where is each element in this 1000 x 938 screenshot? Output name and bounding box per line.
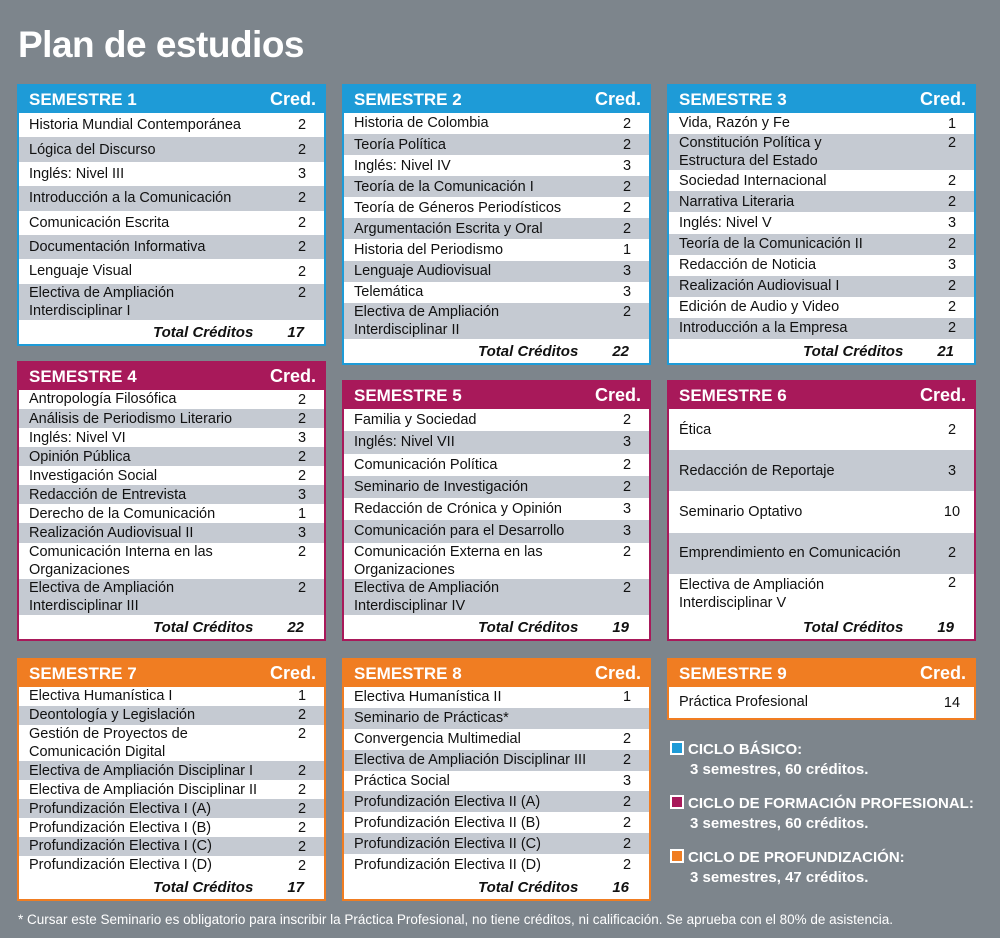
course-name: Realización Audiovisual I	[679, 278, 840, 295]
course-name: Práctica Social	[354, 772, 450, 789]
course-row	[669, 276, 974, 297]
course-name: Electiva Humanística I	[29, 688, 173, 705]
course-row	[19, 447, 324, 466]
course-row	[344, 579, 649, 615]
course-name: Profundización Electiva II (A)	[354, 793, 541, 810]
course-credits: 2	[947, 193, 957, 210]
cred-header: Cred.	[594, 89, 641, 109]
semester-name: SEMESTRE 2	[354, 89, 462, 109]
course-credits: 2	[622, 856, 632, 873]
course-credits: 3	[622, 501, 632, 518]
legend-detail: 3 semestres, 60 créditos.	[690, 761, 869, 778]
course-list	[669, 687, 974, 718]
course-row	[344, 498, 649, 520]
course-row	[669, 318, 974, 339]
course-name: Documentación Informativa	[29, 239, 206, 256]
course-row	[19, 235, 324, 259]
course-row	[19, 856, 324, 875]
course-credits: 3	[622, 523, 632, 540]
course-row	[19, 485, 324, 504]
course-credits: 3	[622, 434, 632, 451]
course-name: Argumentación Escrita y Oral	[354, 220, 543, 237]
total-value: 17	[287, 323, 304, 341]
course-credits: 2	[297, 800, 307, 817]
course-credits: 2	[297, 410, 307, 427]
course-name: Profundización Electiva I (A)	[29, 800, 212, 817]
course-credits: 2	[297, 117, 307, 134]
cred-header: Cred.	[919, 385, 966, 405]
course-name: Electiva de Ampliación Interdisciplinar III	[29, 579, 175, 614]
course-name: Sociedad Internacional	[679, 172, 827, 189]
course-name: Profundización Electiva I (D)	[29, 857, 212, 874]
course-name: Emprendimiento en Comunicación	[679, 545, 901, 562]
course-name: Redacción de Entrevista	[29, 486, 187, 503]
course-name: Electiva de Ampliación Disciplinar II	[29, 781, 258, 798]
total-label: Total Créditos	[803, 342, 904, 360]
semester-2-card	[342, 84, 651, 365]
course-row	[19, 725, 324, 761]
course-row	[344, 476, 649, 498]
course-name: Seminario Optativo	[679, 503, 803, 520]
course-credits: 2	[297, 190, 307, 207]
course-name: Práctica Profesional	[679, 694, 808, 711]
semester-name: SEMESTRE 8	[354, 663, 462, 683]
total-label: Total Créditos	[478, 878, 579, 896]
course-row	[344, 197, 649, 218]
semester-header	[344, 382, 649, 409]
course-name: Opinión Pública	[29, 448, 131, 465]
semester-header	[19, 86, 324, 113]
course-row	[669, 450, 974, 491]
course-name: Teoría Política	[354, 136, 446, 153]
course-row	[19, 523, 324, 542]
legend-swatch-formacion	[670, 795, 684, 809]
course-name: Deontología y Legislación	[29, 707, 196, 724]
course-credits: 3	[297, 486, 307, 503]
total-label: Total Créditos	[153, 618, 254, 636]
course-credits: 2	[947, 574, 957, 591]
legend-detail: 3 semestres, 47 créditos.	[690, 869, 869, 886]
course-row	[19, 186, 324, 210]
course-name: Inglés: Nivel III	[29, 165, 125, 182]
course-credits: 2	[297, 707, 307, 724]
course-credits: 2	[622, 793, 632, 810]
course-credits: 2	[622, 115, 632, 132]
course-row	[19, 390, 324, 409]
course-credits: 2	[622, 731, 632, 748]
course-row	[669, 409, 974, 450]
course-credits: 1	[947, 115, 957, 132]
course-name: Historia del Periodismo	[354, 241, 504, 258]
course-credits: 2	[622, 199, 632, 216]
course-credits: 2	[622, 220, 632, 237]
semester-name: SEMESTRE 6	[679, 385, 787, 405]
course-row	[19, 837, 324, 856]
total-value: 22	[287, 618, 304, 636]
semester-8-card	[342, 658, 651, 901]
semester-header	[669, 660, 974, 687]
course-row	[344, 218, 649, 239]
course-name: Vida, Razón y Fe	[679, 115, 790, 132]
semester-6-card	[667, 380, 976, 641]
course-name: Convergencia Multimedial	[354, 731, 521, 748]
semester-1-card	[17, 84, 326, 346]
semester-9-card	[667, 658, 976, 720]
total-label: Total Créditos	[153, 878, 254, 896]
cred-header: Cred.	[919, 89, 966, 109]
total-label: Total Créditos	[153, 323, 254, 341]
course-name: Lenguaje Audiovisual	[354, 263, 492, 280]
course-credits: 1	[622, 689, 632, 706]
course-row	[344, 729, 649, 750]
total-value: 17	[287, 878, 304, 896]
course-row	[19, 761, 324, 780]
semester-name: SEMESTRE 5	[354, 385, 462, 405]
course-credits: 2	[947, 135, 957, 152]
course-row	[19, 780, 324, 799]
course-credits: 3	[297, 524, 307, 541]
total-value: 22	[612, 342, 629, 360]
course-credits: 2	[622, 412, 632, 429]
total-value: 21	[937, 342, 954, 360]
course-list	[19, 687, 324, 875]
course-name: Derecho de la Comunicación	[29, 505, 216, 522]
course-name: Introducción a la Comunicación	[29, 190, 232, 207]
cred-header: Cred.	[269, 89, 316, 109]
course-credits: 2	[622, 835, 632, 852]
course-row	[344, 708, 649, 729]
total-credits-row	[344, 615, 649, 639]
course-name: Seminario de Prácticas*	[354, 710, 509, 727]
course-credits: 2	[622, 178, 632, 195]
semester-3-card	[667, 84, 976, 365]
course-name: Comunicación para el Desarrollo	[354, 523, 565, 540]
course-row	[669, 255, 974, 276]
course-credits: 2	[622, 814, 632, 831]
course-credits: 2	[297, 284, 307, 301]
course-name: Inglés: Nivel V	[679, 214, 772, 231]
course-row	[669, 533, 974, 574]
course-name: Electiva de Ampliación Disciplinar III	[354, 752, 587, 769]
course-row	[19, 162, 324, 186]
course-row	[19, 504, 324, 523]
course-name: Comunicación Política	[354, 456, 498, 473]
course-credits: 2	[297, 725, 307, 742]
course-credits: 2	[947, 320, 957, 337]
course-row	[19, 137, 324, 161]
course-name: Inglés: Nivel VII	[354, 434, 455, 451]
course-name: Comunicación Externa en las Organizaciones	[354, 543, 543, 578]
course-row	[344, 134, 649, 155]
course-credits: 2	[947, 278, 957, 295]
course-credits: 1	[297, 688, 307, 705]
course-row	[19, 284, 324, 320]
semester-name: SEMESTRE 1	[29, 89, 137, 109]
course-credits: 3	[622, 263, 632, 280]
semester-header	[19, 363, 324, 390]
course-credits: 3	[622, 284, 632, 301]
course-credits: 3	[947, 257, 957, 274]
course-name: Realización Audiovisual II	[29, 524, 194, 541]
course-name: Profundización Electiva II (C)	[354, 835, 541, 852]
course-credits: 2	[297, 141, 307, 158]
course-row	[19, 113, 324, 137]
course-name: Redacción de Reportaje	[679, 462, 835, 479]
course-row	[19, 706, 324, 725]
course-name: Electiva de Ampliación Interdisciplinar IV	[354, 579, 500, 614]
total-credits-row	[344, 875, 649, 899]
semester-name: SEMESTRE 9	[679, 663, 787, 683]
course-row	[344, 303, 649, 339]
course-credits: 2	[622, 136, 632, 153]
course-row	[344, 261, 649, 282]
cred-header: Cred.	[269, 663, 316, 683]
course-row	[344, 431, 649, 453]
course-row	[344, 687, 649, 708]
course-name: Profundización Electiva I (B)	[29, 819, 212, 836]
course-name: Historia de Colombia	[354, 115, 489, 132]
semester-4-card	[17, 361, 326, 641]
legend-profundizacion	[670, 848, 905, 888]
course-list	[344, 113, 649, 339]
course-credits: 2	[947, 172, 957, 189]
course-credits: 2	[622, 456, 632, 473]
course-row	[669, 212, 974, 233]
semester-name: SEMESTRE 4	[29, 366, 137, 386]
legend-swatch-basico	[670, 741, 684, 755]
course-row	[19, 687, 324, 706]
course-name: Redacción de Crónica y Opinión	[354, 501, 562, 518]
course-row	[19, 259, 324, 283]
course-credits: 2	[947, 545, 957, 562]
course-credits: 2	[947, 299, 957, 316]
course-row	[344, 854, 649, 875]
course-row	[344, 520, 649, 542]
cred-header: Cred.	[594, 663, 641, 683]
course-name: Análisis de Periodismo Literario	[29, 410, 233, 427]
course-row	[669, 113, 974, 134]
total-label: Total Créditos	[478, 618, 579, 636]
semester-header	[344, 86, 649, 113]
total-credits-row	[344, 339, 649, 363]
course-name: Teoría de la Comunicación II	[679, 236, 863, 253]
course-row	[344, 409, 649, 431]
legend-swatch-profundizacion	[670, 849, 684, 863]
total-value: 19	[937, 618, 954, 636]
course-credits: 3	[297, 429, 307, 446]
total-value: 16	[612, 878, 629, 896]
course-row	[19, 211, 324, 235]
semester-7-card	[17, 658, 326, 901]
course-name: Seminario de Investigación	[354, 478, 529, 495]
course-credits: 2	[297, 214, 307, 231]
course-name: Introducción a la Empresa	[679, 320, 848, 337]
total-value: 19	[612, 618, 629, 636]
course-row	[19, 428, 324, 447]
course-name: Edición de Audio y Video	[679, 299, 840, 316]
course-name: Teoría de Géneros Periodísticos	[354, 199, 562, 216]
course-list	[669, 113, 974, 339]
course-row	[344, 812, 649, 833]
course-row	[669, 170, 974, 191]
course-name: Ética	[679, 421, 712, 438]
cred-header: Cred.	[269, 366, 316, 386]
course-row	[19, 409, 324, 428]
course-list	[344, 409, 649, 615]
total-label: Total Créditos	[478, 342, 579, 360]
course-credits: 2	[297, 467, 307, 484]
course-name: Profundización Electiva II (D)	[354, 856, 541, 873]
course-name: Telemática	[354, 284, 424, 301]
total-label: Total Créditos	[803, 618, 904, 636]
course-row	[344, 282, 649, 303]
course-credits: 2	[622, 752, 632, 769]
course-credits: 3	[947, 462, 957, 479]
page-title: Plan de estudios	[18, 24, 305, 65]
course-name: Lenguaje Visual	[29, 263, 132, 280]
course-row	[344, 791, 649, 812]
course-credits: 2	[622, 303, 632, 320]
course-row	[19, 543, 324, 579]
course-name: Inglés: Nivel VI	[29, 429, 126, 446]
course-name: Comunicación Interna en las Organizaciones	[29, 543, 213, 578]
semester-header	[19, 660, 324, 687]
course-row	[344, 771, 649, 792]
course-row	[669, 234, 974, 255]
course-credits: 3	[297, 165, 307, 182]
course-row	[344, 543, 649, 579]
course-row	[19, 799, 324, 818]
semester-name: SEMESTRE 7	[29, 663, 137, 683]
course-row	[669, 491, 974, 532]
course-list	[344, 687, 649, 875]
course-credits: 2	[947, 421, 957, 438]
course-name: Redacción de Noticia	[679, 257, 817, 274]
course-credits: 1	[622, 242, 632, 258]
course-row	[669, 191, 974, 212]
course-credits: 2	[297, 239, 307, 256]
semester-header	[669, 86, 974, 113]
course-row	[669, 574, 974, 615]
semester-header	[669, 382, 974, 409]
course-credits: 2	[947, 236, 957, 253]
course-row	[344, 113, 649, 134]
course-row	[19, 818, 324, 837]
course-name: Teoría de la Comunicación I	[354, 178, 534, 195]
course-credits: 3	[622, 157, 632, 174]
course-name: Electiva de Ampliación Interdisciplinar I	[29, 284, 175, 319]
course-credits: 2	[297, 781, 307, 798]
legend-basico	[670, 740, 868, 780]
course-row	[344, 176, 649, 197]
course-credits: 2	[297, 391, 307, 408]
course-name: Gestión de Proyectos de Comunicación Digital	[29, 725, 188, 761]
course-credits: 2	[622, 543, 632, 560]
course-name: Constitución Política y Estructura del Estado	[679, 135, 822, 170]
legend-label: CICLO BÁSICO:	[688, 741, 803, 758]
course-name: Electiva Humanística II	[354, 689, 502, 706]
semester-5-card	[342, 380, 651, 641]
course-credits: 2	[297, 838, 307, 855]
semester-header	[344, 660, 649, 687]
course-name: Electiva de Ampliación Interdisciplinar II	[354, 303, 500, 338]
total-credits-row	[19, 615, 324, 639]
footnote: * Cursar este Seminario es obligatorio para inscribir la Práctica Profesional, no tiene créditos, ni calificación. Se aprueba con el 80% de asistencia.	[18, 912, 893, 927]
course-name: Narrativa Literaria	[679, 193, 795, 210]
course-name: Antropología Filosófica	[29, 391, 177, 408]
total-credits-row	[669, 339, 974, 363]
course-credits: 2	[297, 543, 307, 560]
course-credits: 3	[947, 215, 957, 232]
course-name: Investigación Social	[29, 467, 158, 484]
course-name: Comunicación Escrita	[29, 214, 170, 231]
course-name: Profundización Electiva II (B)	[354, 814, 541, 831]
course-list	[19, 113, 324, 320]
course-credits: 2	[297, 448, 307, 465]
course-row	[344, 833, 649, 854]
course-name: Electiva de Ampliación Disciplinar I	[29, 762, 254, 779]
course-credits: 2	[297, 819, 307, 836]
cred-header: Cred.	[919, 663, 966, 683]
course-name: Profundización Electiva I (C)	[29, 838, 212, 855]
course-row	[669, 134, 974, 170]
semester-name: SEMESTRE 3	[679, 89, 787, 109]
course-credits: 2	[297, 762, 307, 779]
course-credits: 2	[297, 579, 307, 596]
course-name: Inglés: Nivel IV	[354, 157, 451, 174]
course-list	[669, 409, 974, 615]
course-credits: 2	[297, 857, 307, 874]
legend-label: CICLO DE FORMACIÓN PROFESIONAL:	[688, 795, 974, 812]
course-credits: 2	[622, 579, 632, 596]
legend-label: CICLO DE PROFUNDIZACIÓN:	[688, 849, 905, 866]
course-row	[669, 687, 974, 718]
course-name: Electiva de Ampliación Interdisciplinar V	[679, 577, 825, 612]
course-list	[19, 390, 324, 615]
course-credits: 2	[622, 478, 632, 495]
course-credits: 2	[297, 263, 307, 280]
course-row	[669, 297, 974, 318]
course-row	[19, 579, 324, 615]
course-name: Familia y Sociedad	[354, 412, 477, 429]
course-credits: 14	[943, 694, 961, 711]
course-row	[19, 466, 324, 485]
course-row	[344, 454, 649, 476]
course-name: Lógica del Discurso	[29, 141, 156, 158]
total-credits-row	[669, 615, 974, 639]
course-name: Historia Mundial Contemporánea	[29, 117, 241, 134]
course-credits: 1	[297, 505, 307, 522]
legend-detail: 3 semestres, 60 créditos.	[690, 815, 869, 832]
total-credits-row	[19, 320, 324, 344]
cred-header: Cred.	[594, 385, 641, 405]
legend-formacion	[670, 794, 974, 834]
course-row	[344, 750, 649, 771]
course-row	[344, 155, 649, 176]
course-row	[344, 239, 649, 260]
course-credits: 10	[943, 504, 961, 520]
total-credits-row	[19, 875, 324, 899]
course-credits: 3	[622, 773, 632, 789]
